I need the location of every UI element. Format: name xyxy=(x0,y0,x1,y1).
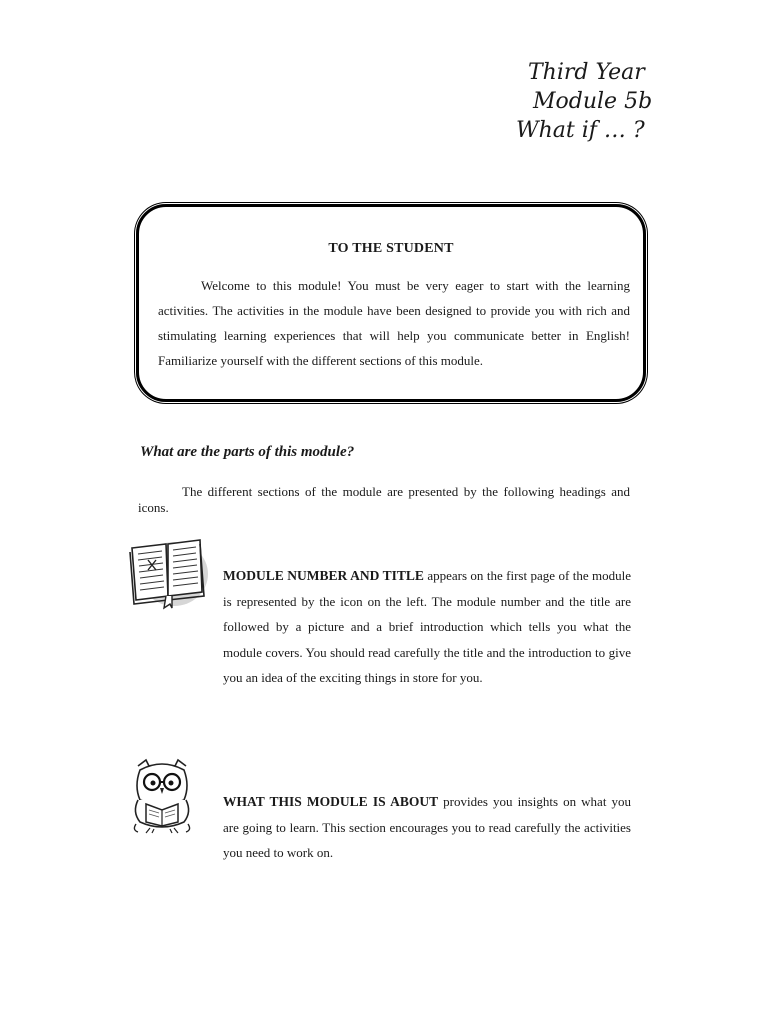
module-year: Third Year xyxy=(528,60,645,85)
student-box-body: Welcome to this module! You must be very eager to start with the learning activities. The activities in the module have been designed to provide you with rich and stimulating learning experiences that will help you communicate better in English! Familiarize yourself with the different sections of this module. xyxy=(158,278,630,368)
module-title: What if … ? xyxy=(516,118,645,143)
module-header xyxy=(500,58,680,145)
what-this-module-is-about-lead: WHAT THIS MODULE IS ABOUT xyxy=(223,794,439,809)
module-number-title-description xyxy=(223,563,631,691)
to-the-student-box xyxy=(136,204,646,402)
parts-heading: What are the parts of this module? xyxy=(140,444,355,460)
what-this-module-is-about-description xyxy=(223,789,631,866)
module-number-title-text: appears on the first page of the module is represented by the icon on the left. The module number and the title are followed by a picture and a brief introduction which tells you what the module covers. You should read carefully the title and the introduction to give you an idea of the exciting things in store for you. xyxy=(223,568,632,685)
module-number: Module 5b xyxy=(533,89,653,114)
module-number-title-lead: MODULE NUMBER AND TITLE xyxy=(223,568,424,583)
parts-intro: The different sections of the module are presented by the following headings and icons. xyxy=(138,484,630,515)
student-box-title: TO THE STUDENT xyxy=(328,241,454,256)
reading-owl-icon xyxy=(128,756,196,834)
open-book-icon xyxy=(126,534,210,610)
what-this-module-is-about-text: provides you insights on what you are going to learn. This section encourages you to read carefully the activities you need to work on. xyxy=(223,794,631,860)
